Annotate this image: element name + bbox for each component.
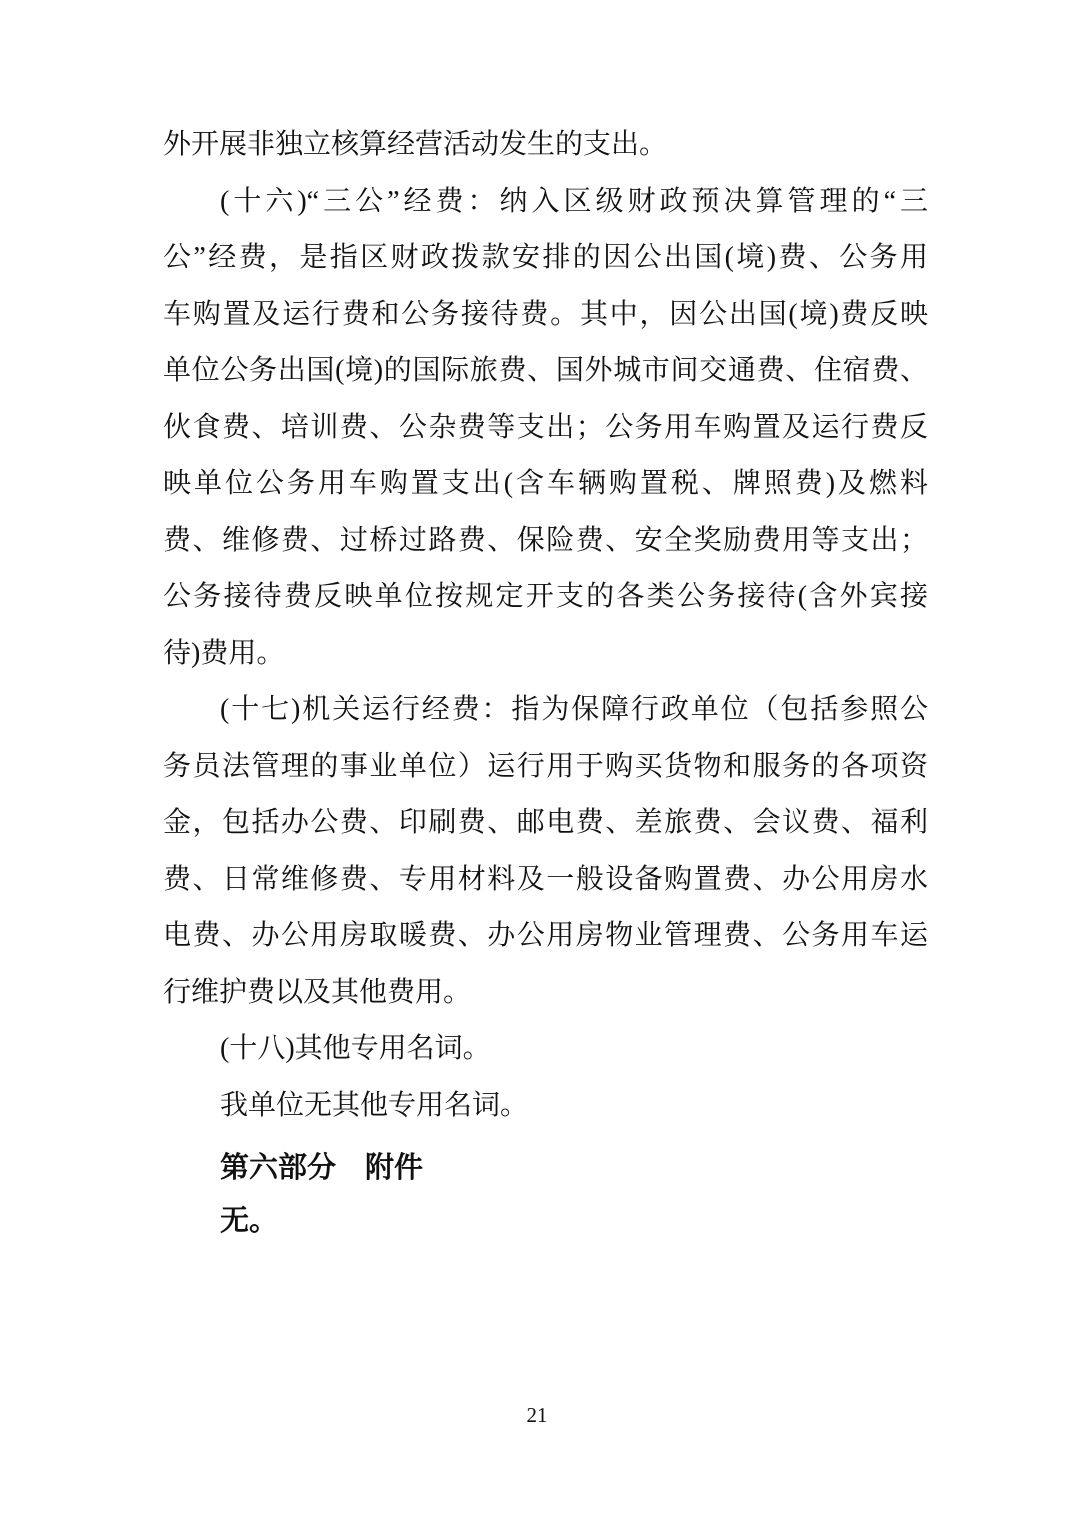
page-number: 21 <box>526 1403 548 1427</box>
body-line: 费、维修费、过桥过路费、保险费、安全奖励费用等支出； <box>163 524 928 556</box>
body-line: 公”经费，是指区财政拨款安排的因公出国(境)费、公务用 <box>163 242 928 273</box>
body-line: 映单位公务用车购置支出(含车辆购置税、牌照费)及燃料 <box>163 468 928 499</box>
body-line: 单位公务出国(境)的国际旅费、国外城市间交通费、住宿费、 <box>163 355 928 386</box>
body-line: (十六)“三公”经费：纳入区级财政预决算管理的“三 <box>220 185 928 217</box>
body-line: 待)费用。 <box>163 637 285 669</box>
body-line: 我单位无其他专用名词。 <box>220 1089 529 1121</box>
document-body <box>163 117 928 1248</box>
body-line: 电费、办公用房取暖费、办公用房物业管理费、公务用车运 <box>163 920 928 951</box>
body-line: 伙食费、培训费、公杂费等支出；公务用车购置及运行费反 <box>163 411 928 443</box>
body-line: (十八)其他专用名词。 <box>220 1033 491 1064</box>
body-line: 车购置及运行费和公务接待费。其中，因公出国(境)费反映 <box>163 298 928 330</box>
body-line: 外开展非独立核算经营活动发生的支出。 <box>163 129 668 160</box>
attachment-section <box>163 1142 928 1248</box>
body-line: 费、日常维修费、专用材料及一般设备购置费、办公用房水 <box>163 863 928 895</box>
body-line: 金，包括办公费、印刷费、邮电费、差旅费、会议费、福利 <box>163 807 928 838</box>
section-body-line: 无。 <box>220 1205 279 1237</box>
body-line: 务员法管理的事业单位）运行用于购买货物和服务的各项资 <box>163 750 928 782</box>
section-heading: 第六部分 附件 <box>220 1152 424 1184</box>
body-line: (十七)机关运行经费：指为保障行政单位（包括参照公 <box>220 694 928 725</box>
body-line: 行维护费以及其他费用。 <box>163 976 472 1008</box>
body-line: 公务接待费反映单位按规定开支的各类公务接待(含外宾接 <box>163 581 928 612</box>
